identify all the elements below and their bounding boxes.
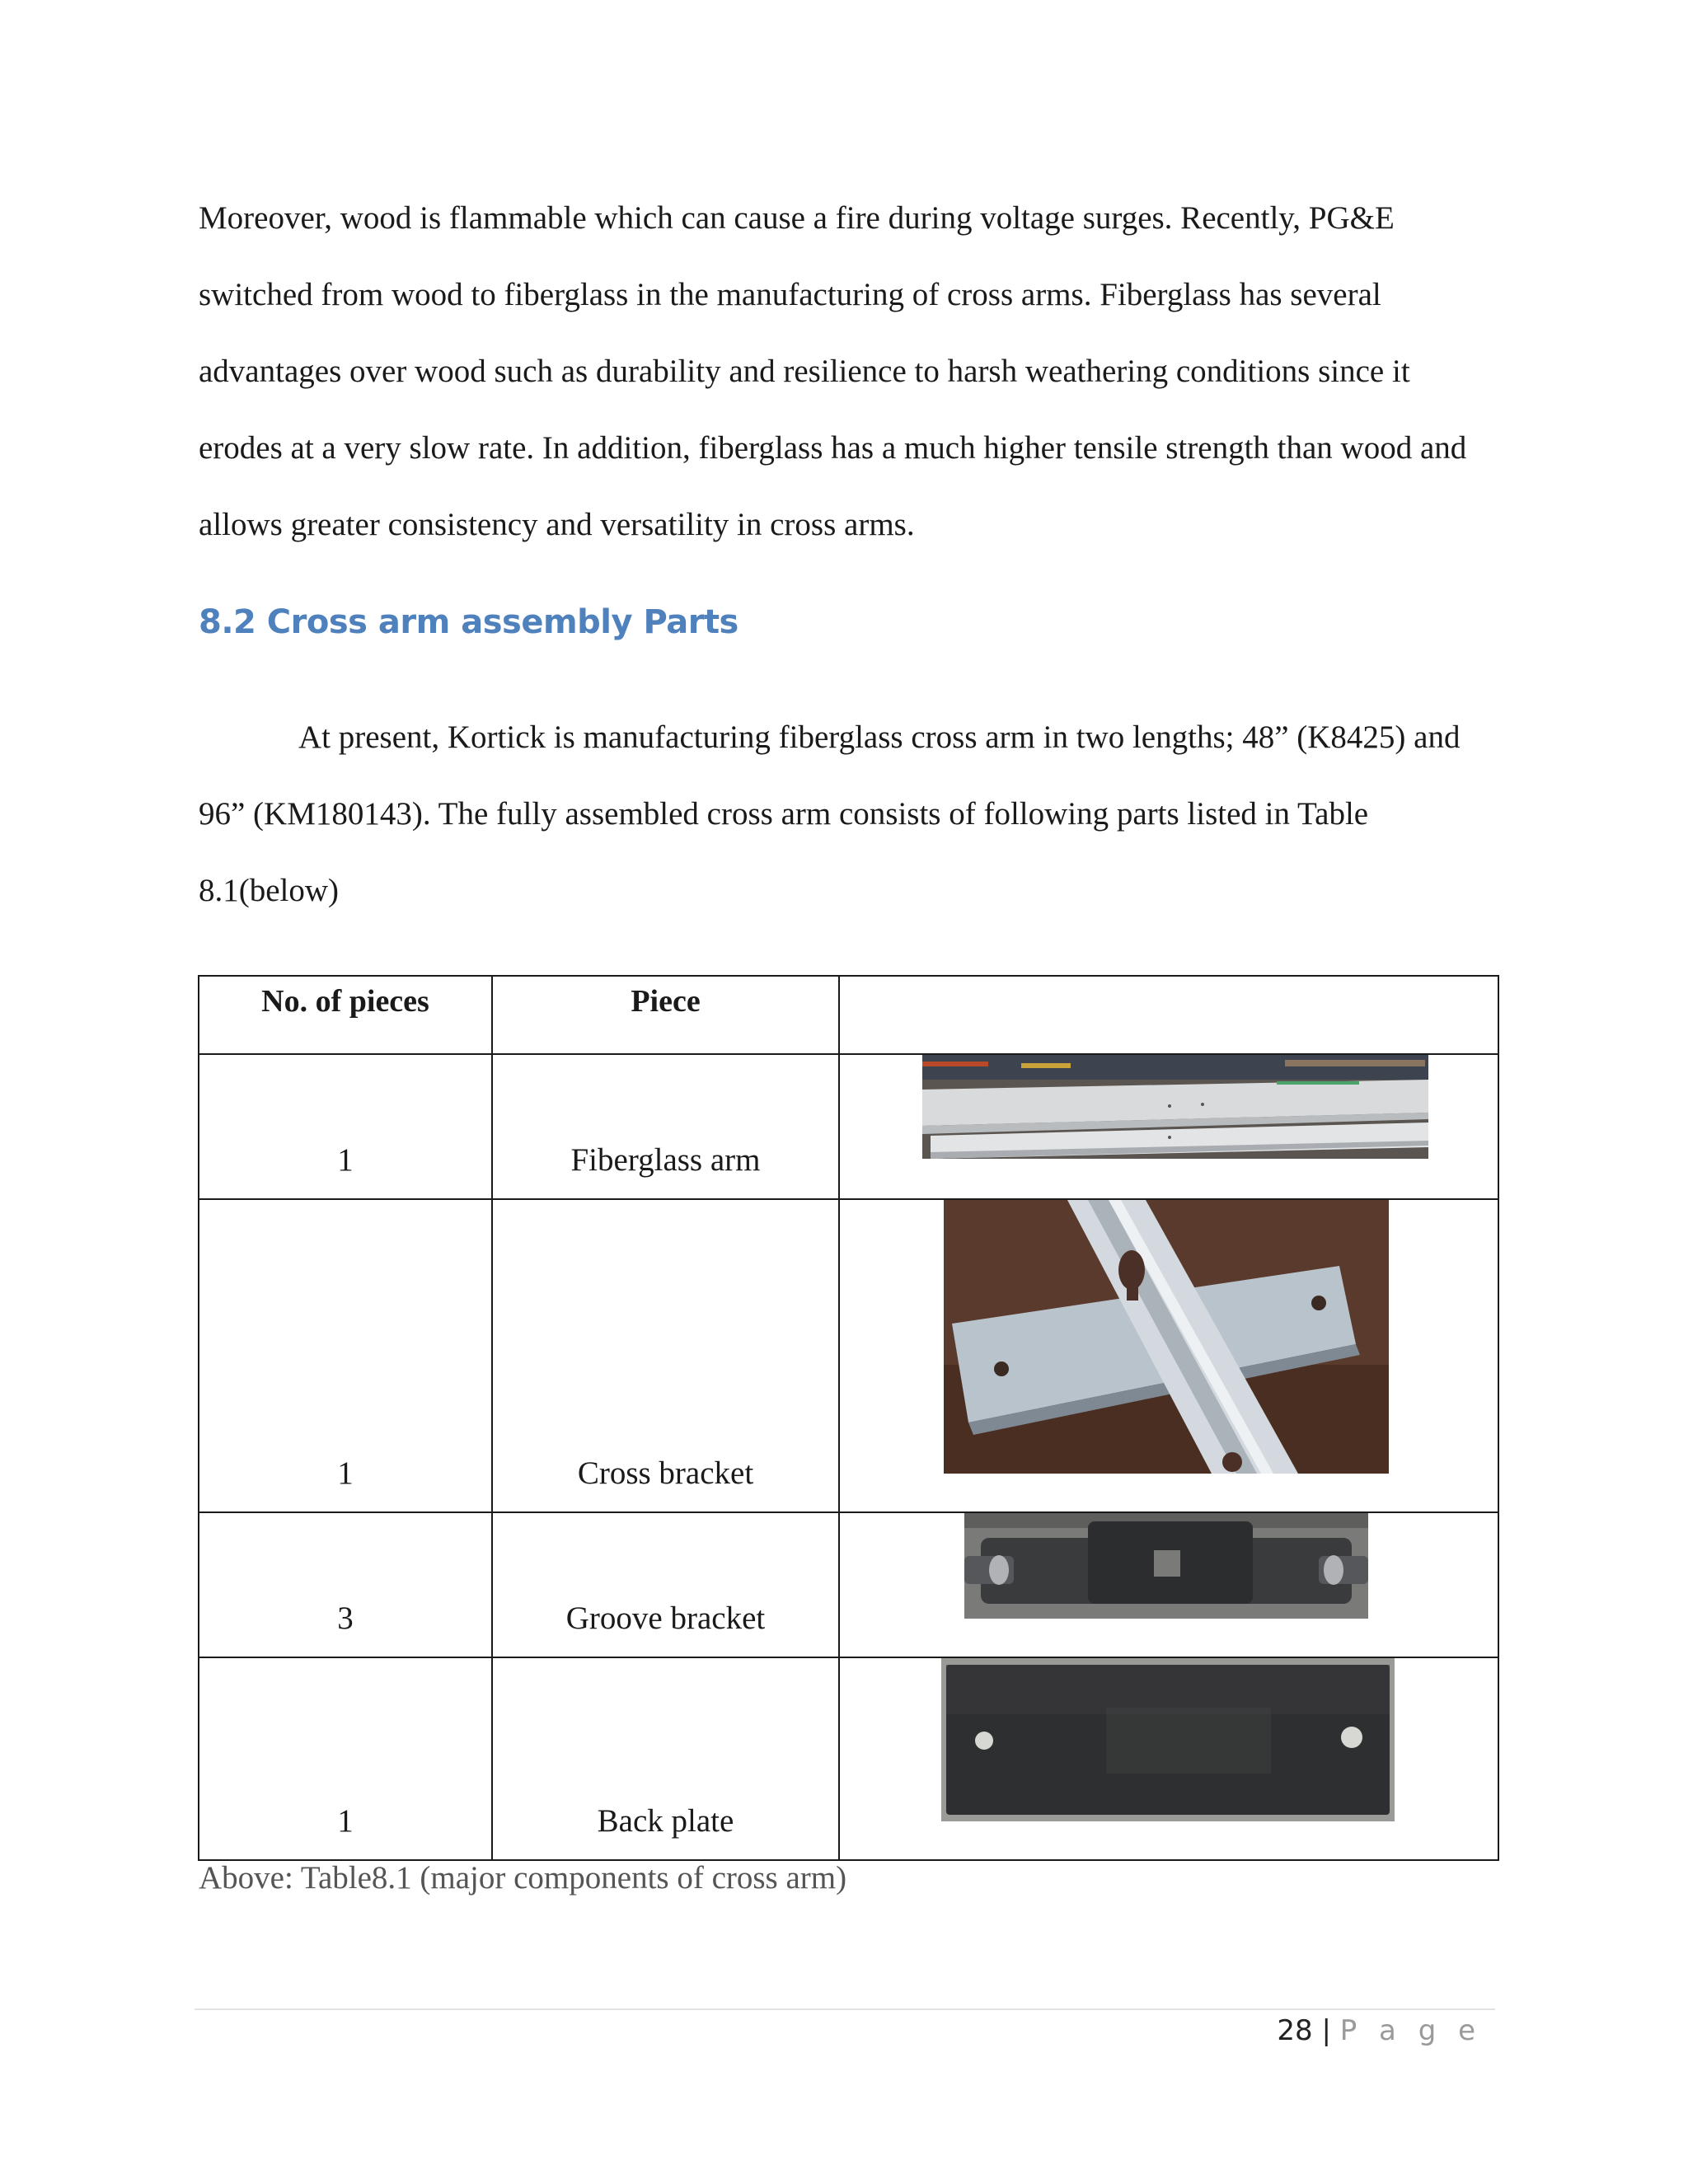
cell-image	[839, 1054, 1498, 1199]
page-word: P a g e	[1339, 2014, 1482, 2047]
cell-count: 1	[199, 1657, 492, 1860]
page-footer	[1277, 2014, 1482, 2047]
page-number: 28	[1277, 2014, 1313, 2047]
footer-separator: |	[1321, 2014, 1331, 2047]
header-no-of-pieces: No. of pieces	[199, 976, 492, 1054]
cell-image	[839, 1199, 1498, 1512]
cell-piece: Back plate	[492, 1657, 839, 1860]
cell-piece: Groove bracket	[492, 1512, 839, 1657]
table-row	[199, 1199, 1498, 1512]
cell-image	[839, 1657, 1498, 1860]
back-plate-photo	[941, 1658, 1395, 1821]
cell-count: 1	[199, 1054, 492, 1199]
footer-divider	[195, 2008, 1495, 2010]
table-caption: Above: Table8.1 (major components of cross arm)	[199, 1860, 847, 1896]
cell-piece: Fiberglass arm	[492, 1054, 839, 1199]
header-piece: Piece	[492, 976, 839, 1054]
section-heading: 8.2 Cross arm assembly Parts	[199, 603, 738, 641]
table-row	[199, 1657, 1498, 1860]
parts-table	[198, 975, 1499, 1861]
table-header-row	[199, 976, 1498, 1054]
fiberglass-arm-photo	[922, 1055, 1428, 1159]
cell-image	[839, 1512, 1498, 1657]
cell-piece: Cross bracket	[492, 1199, 839, 1512]
table-row	[199, 1512, 1498, 1657]
cell-count: 3	[199, 1512, 492, 1657]
table-row	[199, 1054, 1498, 1199]
body-paragraph-wood-fiberglass: Moreover, wood is flammable which can cause a fire during voltage surges. Recently, PG&E switched from wood to fiberglass in the manufacturing of cross arms. Fiberglass has several advantages over wood such as durability and resilience to harsh weathering conditions since it erodes at a very slow rate. In addition, fiberglass has a much higher tensile strength than wood and allows greater consistency and versatility in cross arms.	[199, 200, 1467, 542]
cross-bracket-photo	[944, 1200, 1389, 1474]
cell-count: 1	[199, 1199, 492, 1512]
body-paragraph-kortick: At present, Kortick is manufacturing fiberglass cross arm in two lengths; 48” (K8425) and 96” (KM180143). The fully assembled cross arm consists of following parts listed in Table 8.1(below)	[199, 719, 1461, 908]
header-image	[839, 976, 1498, 1054]
groove-bracket-photo	[964, 1513, 1368, 1619]
